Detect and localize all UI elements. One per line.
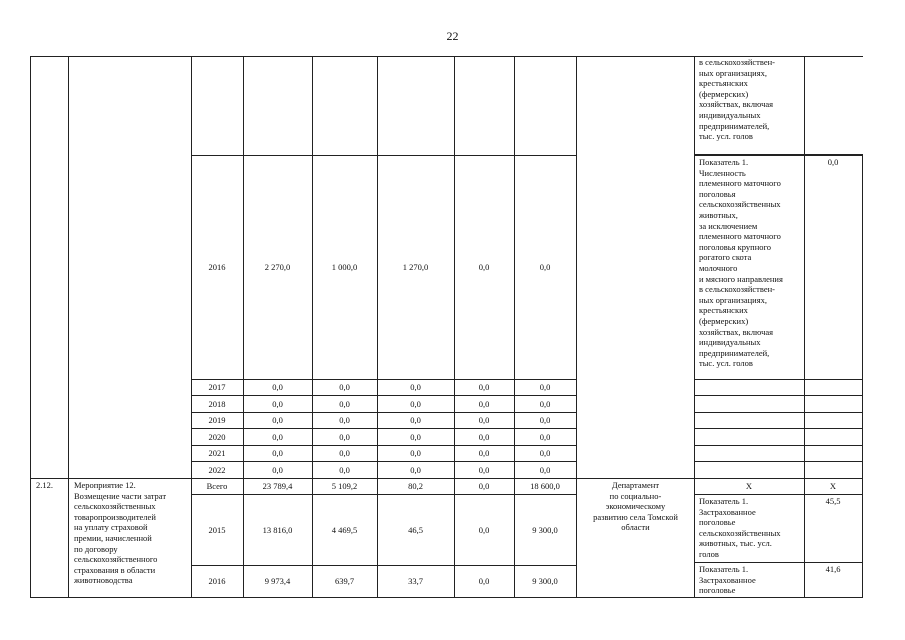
extrabudget-amount: 0,0 xyxy=(539,382,551,392)
federal-amount: 4 469,5 xyxy=(331,525,358,535)
total-amount: 0,0 xyxy=(272,399,283,409)
column-border xyxy=(30,56,31,598)
column-border xyxy=(862,155,863,598)
extrabudget-amount: 9 300,0 xyxy=(532,576,558,586)
column-border xyxy=(804,478,805,598)
regional-amount: 80,2 xyxy=(408,481,423,491)
column-border xyxy=(804,155,805,479)
indicator-text: Показатель 1. Застрахованное поголовье xyxy=(699,564,756,596)
local-amount: 0,0 xyxy=(478,448,490,458)
total-amount: 2 270,0 xyxy=(264,262,291,272)
column-border xyxy=(377,56,378,598)
row-border xyxy=(694,412,863,413)
measure-name: Мероприятие 12. Возмещение части затрат сельскохозяйственных товаропроизводителей на уплату страховой премии, начисленной по договору сельскохозяйственного страхования в области животноводства xyxy=(74,480,167,586)
federal-amount: 5 109,2 xyxy=(331,481,358,491)
row-border xyxy=(191,412,577,413)
year-cell: 2015 xyxy=(208,525,226,535)
regional-amount: 0,0 xyxy=(410,432,421,442)
year-cell: 2021 xyxy=(208,448,226,458)
year-cell: 2016 xyxy=(208,262,226,272)
column-border xyxy=(694,478,695,598)
total-amount: 0,0 xyxy=(272,432,283,442)
total-amount: 0,0 xyxy=(272,465,283,475)
regional-amount: 0,0 xyxy=(410,448,421,458)
row-border xyxy=(694,428,863,429)
row-border xyxy=(191,445,577,446)
column-border xyxy=(694,155,695,479)
extrabudget-amount: 0,0 xyxy=(539,399,551,409)
local-amount: 0,0 xyxy=(478,432,490,442)
indicator-text: X xyxy=(745,481,753,491)
row-border xyxy=(694,494,863,495)
row-border xyxy=(191,379,577,380)
federal-amount: 0,0 xyxy=(339,448,350,458)
year-cell: 2022 xyxy=(208,465,226,475)
local-amount: 0,0 xyxy=(478,382,490,392)
local-amount: 0,0 xyxy=(478,576,490,586)
column-border xyxy=(191,56,192,598)
row-border xyxy=(694,461,863,462)
regional-amount: 0,0 xyxy=(410,382,421,392)
extrabudget-amount: 9 300,0 xyxy=(532,525,558,535)
extrabudget-amount: 0,0 xyxy=(539,465,551,475)
row-border xyxy=(191,155,577,156)
year-cell: 2016 xyxy=(208,576,226,586)
extrabudget-amount: 0,0 xyxy=(539,432,551,442)
regional-amount: 46,5 xyxy=(408,525,423,535)
row-border xyxy=(191,428,577,429)
year-cell: 2018 xyxy=(208,399,226,409)
regional-amount: 1 270,0 xyxy=(402,262,429,272)
page-number: 22 xyxy=(446,29,459,43)
federal-amount: 639,7 xyxy=(334,576,355,586)
row-border xyxy=(694,379,863,380)
regional-amount: 0,0 xyxy=(410,415,421,425)
column-border xyxy=(514,56,515,598)
total-amount: 0,0 xyxy=(272,448,283,458)
regional-amount: 0,0 xyxy=(410,399,421,409)
row-border xyxy=(191,565,577,566)
local-amount: 0,0 xyxy=(478,525,490,535)
row-border xyxy=(694,395,863,396)
total-amount: 13 816,0 xyxy=(262,525,293,535)
executor-name: Департамент по социально- экономическому развитию села Томской области xyxy=(593,480,678,533)
indicator-text: Показатель 1. Численность племенного маточного поголовья сельскохозяйственных животных, за исключением племенного маточного поголовья крупного рогатого скота молочного и мясного направления в сельскохозяйствен- ных организациях, крестьянских (фермерских) хозяйствах, включая индивидуальных предпринимателей, тыс. усл. голов xyxy=(699,157,783,369)
year-cell: 2017 xyxy=(208,382,226,392)
measure-number: 2.12. xyxy=(36,480,53,490)
total-amount: 0,0 xyxy=(272,415,283,425)
year-cell: 2020 xyxy=(208,432,226,442)
row-border xyxy=(191,395,577,396)
total-amount: 0,0 xyxy=(272,382,283,392)
indicator-value: X xyxy=(829,481,837,491)
column-border xyxy=(312,56,313,598)
column-border xyxy=(694,56,695,155)
total-amount: 9 973,4 xyxy=(264,576,291,586)
regional-amount: 33,7 xyxy=(408,576,423,586)
extrabudget-amount: 0,0 xyxy=(539,415,551,425)
indicator-value: 41,6 xyxy=(825,564,841,574)
indicator-value: 0,0 xyxy=(827,157,839,167)
local-amount: 0,0 xyxy=(478,399,490,409)
row-border xyxy=(694,445,863,446)
regional-amount: 0,0 xyxy=(410,465,421,475)
local-amount: 0,0 xyxy=(478,415,490,425)
indicator-text: Показатель 1. Застрахованное поголовье сельскохозяйственных животных, тыс. усл. голов xyxy=(699,496,781,559)
local-amount: 0,0 xyxy=(478,465,490,475)
federal-amount: 0,0 xyxy=(339,432,350,442)
column-border xyxy=(243,56,244,598)
extrabudget-amount: 0,0 xyxy=(539,448,551,458)
federal-amount: 0,0 xyxy=(339,399,350,409)
row-border xyxy=(30,597,863,598)
extrabudget-amount: 18 600,0 xyxy=(530,481,560,491)
row-border xyxy=(191,461,577,462)
federal-amount: 0,0 xyxy=(339,465,350,475)
local-amount: 0,0 xyxy=(478,481,490,491)
extrabudget-amount: 0,0 xyxy=(539,262,551,272)
federal-amount: 0,0 xyxy=(339,382,350,392)
federal-amount: 1 000,0 xyxy=(331,262,358,272)
column-border xyxy=(804,56,805,155)
row-border xyxy=(30,478,863,479)
column-border xyxy=(454,56,455,598)
indicator-value: 45,5 xyxy=(825,496,841,506)
federal-amount: 0,0 xyxy=(339,415,350,425)
row-border xyxy=(191,494,577,495)
indicator-text: в сельскохозяйствен- ных организациях, крестьянских (фермерских) хозяйствах, включая индивидуальных предпринимателей, тыс. усл. голов xyxy=(699,57,776,142)
row-border xyxy=(694,562,863,563)
total-amount: 23 789,4 xyxy=(262,481,293,491)
column-border xyxy=(68,56,69,598)
year-cell: Всего xyxy=(206,481,228,491)
row-border xyxy=(694,155,863,156)
year-cell: 2019 xyxy=(208,415,226,425)
local-amount: 0,0 xyxy=(478,262,490,272)
